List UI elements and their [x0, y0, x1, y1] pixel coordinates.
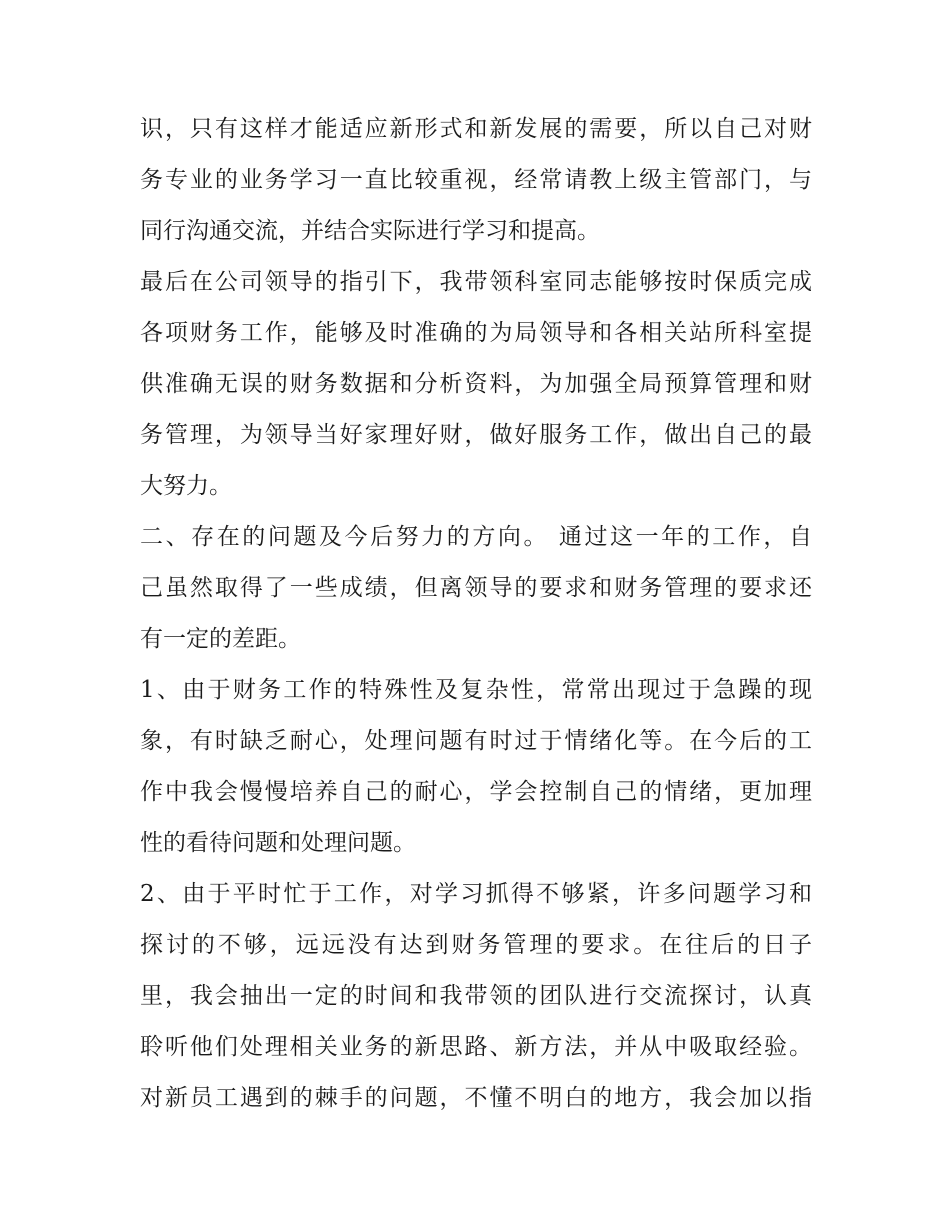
- text-line: 二、存在的问题及今后努力的方向。 通过这一年的工作，自: [140, 524, 812, 550]
- text-line: 作中我会慢慢培养自己的耐心，学会控制自己的情绪，更加理: [140, 779, 812, 805]
- text-line: 里，我会抽出一定的时间和我带领的团队进行交流探讨，认真: [140, 983, 812, 1009]
- text-line: 务专业的业务学习一直比较重视，经常请教上级主管部门，与: [140, 167, 812, 193]
- text-line: 大努力。: [140, 473, 232, 499]
- text-line: 各项财务工作，能够及时准确的为局领导和各相关站所科室提: [140, 320, 812, 346]
- text-line: 己虽然取得了一些成绩，但离领导的要求和财务管理的要求还: [140, 575, 812, 601]
- text-line: 象，有时缺乏耐心，处理问题有时过于情绪化等。在今后的工: [140, 728, 812, 754]
- text-line: 供准确无误的财务数据和分析资料，为加强全局预算管理和财: [140, 371, 812, 397]
- paragraph-problems-heading: [140, 512, 812, 665]
- paragraph-learning-emphasis: [140, 104, 812, 257]
- paragraph-leadership-guidance: [140, 257, 812, 512]
- text-line: 识，只有这样才能适应新形式和新发展的需要，所以自己对财: [140, 116, 812, 142]
- text-line: 探讨的不够，远远没有达到财务管理的要求。在往后的日子: [140, 932, 812, 958]
- text-line: 对新员工遇到的棘手的问题，不懂不明白的地方，我会加以指: [140, 1085, 812, 1111]
- text-line: 聆听他们处理相关业务的新思路、新方法，并从中吸取经验。: [140, 1034, 812, 1060]
- text-line: 2、由于平时忙于工作，对学习抓得不够紧，许多问题学习和: [140, 881, 812, 907]
- document-body: [140, 104, 812, 1124]
- paragraph-item-2: [140, 869, 812, 1124]
- text-line: 务管理，为领导当好家理好财，做好服务工作，做出自己的最: [140, 422, 812, 448]
- text-line: 性的看待问题和处理问题。: [140, 830, 416, 856]
- text-line: 同行沟通交流，并结合实际进行学习和提高。: [140, 218, 600, 244]
- paragraph-item-1: [140, 665, 812, 869]
- text-line: 有一定的差距。: [140, 626, 301, 652]
- text-line: 最后在公司领导的指引下，我带领科室同志能够按时保质完成: [140, 269, 812, 295]
- text-line: 1、由于财务工作的特殊性及复杂性，常常出现过于急躁的现: [140, 677, 812, 703]
